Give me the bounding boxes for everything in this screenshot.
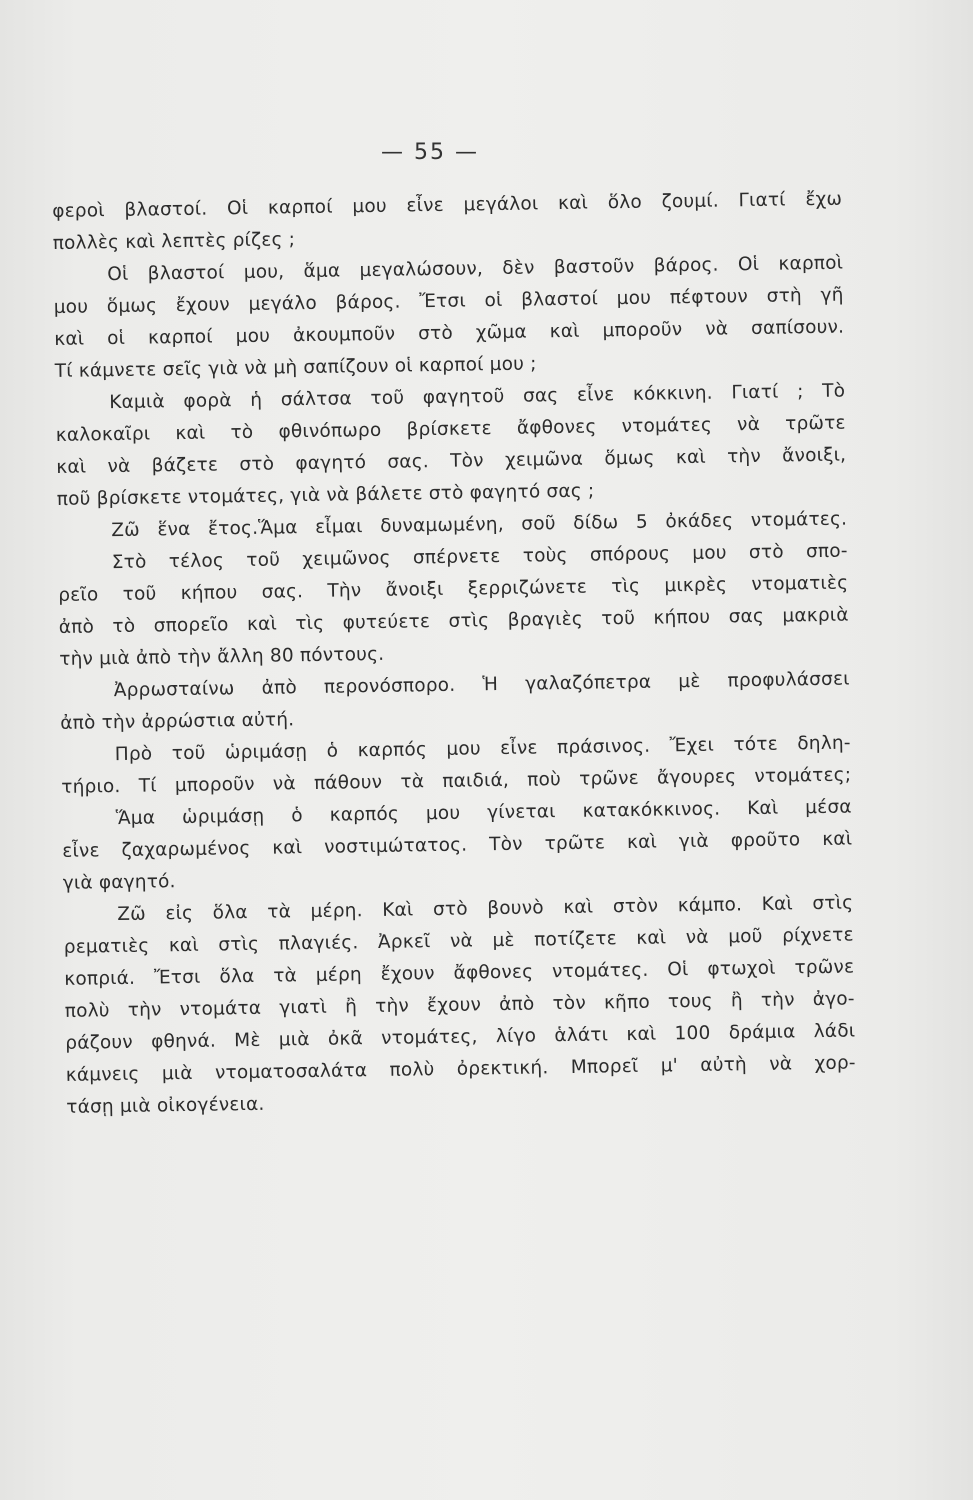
text-line: εἶνε ζαχαρωμένος καὶ νοστιμώτατος. Τὸν τρῶτε καὶ γιὰ φροῦτο καὶ bbox=[62, 828, 853, 862]
text-line: κάμνεις μιὰ ντοματοσαλάτα πολὺ ὀρεκτική. Μπορεῖ μ' αὐτὴ νὰ χορ- bbox=[65, 1052, 856, 1086]
text-line: ἀπὸ τὴν ἀρρώστια αὐτή. bbox=[60, 709, 295, 734]
text-line: τήριο. Τί μποροῦν νὰ πάθουν τὰ παιδιά, ποὺ τρῶνε ἄγουρες ντομάτες; bbox=[61, 764, 852, 798]
text-line: κοπριά. Ἔτσι ὅλα τὰ μέρη ἔχουν ἄφθονες ντομάτες. Οἱ φτωχοὶ τρῶνε bbox=[64, 956, 855, 990]
text-line: τάσῃ μιὰ οἰκογένεια. bbox=[66, 1093, 265, 1118]
page-number: — 55 — bbox=[381, 140, 479, 165]
text-line: Ἅμα ὡριμάσῃ ὁ καρπός μου γίνεται κατακόκκινος. Καὶ μέσα bbox=[115, 796, 852, 830]
text-line: ρεῖο τοῦ κήπου σας. Τὴν ἄνοιξι ξερριζώνετε τὶς μικρὲς ντοματιὲς bbox=[58, 572, 849, 606]
text-body bbox=[52, 184, 856, 1124]
text-line: ράζουν φθηνά. Μὲ μιὰ ὀκᾶ ντομάτες, λίγο ἁλάτι καὶ 100 δράμια λάδι bbox=[65, 1020, 856, 1054]
text-line: γιὰ φαγητό. bbox=[62, 871, 176, 894]
text-line: φεροὶ βλαστοί. Οἱ καρποί μου εἶνε μεγάλοι καὶ ὅλο ζουμί. Γιατί ἔχω bbox=[52, 188, 843, 222]
text-line: ρεματιὲς καὶ στὶς πλαγιές. Ἀρκεῖ νὰ μὲ ποτίζετε καὶ νὰ μοῦ ρίχνετε bbox=[63, 924, 854, 958]
text-line: πολὺ τὴν ντομάτα γιατὶ ἢ τὴν ἔχουν ἀπὸ τὸν κῆπο τους ἢ τὴν ἀγο- bbox=[64, 988, 855, 1022]
text-line: Στὸ τέλος τοῦ χειμῶνος σπέρνετε τοὺς σπόρους μου στὸ σπο- bbox=[111, 540, 848, 574]
text-line: μου ὅμως ἔχουν μεγάλο βάρος. Ἔτσι οἱ βλαστοί μου πέφτουν στὴ γῆ bbox=[53, 284, 844, 318]
text-line: καὶ οἱ καρποί μου ἀκουμποῦν στὸ χῶμα καὶ μποροῦν νὰ σαπίσουν. bbox=[54, 316, 845, 350]
text-line: Πρὸ τοῦ ὡριμάσῃ ὁ καρπός μου εἶνε πράσινος. Ἔχει τότε δηλη- bbox=[114, 732, 851, 766]
text-line: Ζῶ ἕνα ἔτος.Ἅμα εἶμαι δυναμωμένη, σοῦ δίδω 5 ὀκάδες ντομάτες. bbox=[111, 508, 848, 542]
text-line: Καμιὰ φορὰ ἡ σάλτσα τοῦ φαγητοῦ σας εἶνε κόκκινη. Γιατί ; Τὸ bbox=[109, 380, 846, 414]
text-line: Ἀρρωσταίνω ἀπὸ περονόσπορο. Ἡ γαλαζόπετρα μὲ προφυλάσσει bbox=[113, 668, 850, 702]
text-line: Ζῶ εἰς ὅλα τὰ μέρη. Καὶ στὸ βουνὸ καὶ στὸν κάμπο. Καὶ στὶς bbox=[117, 892, 854, 926]
text-line: Τί κάμνετε σεῖς γιὰ νὰ μὴ σαπίζουν οἱ καρποί μου ; bbox=[54, 353, 537, 382]
text-line: πολλὲς καὶ λεπτὲς ρίζες ; bbox=[52, 229, 296, 254]
text-line: ποῦ βρίσκετε ντομάτες, γιὰ νὰ βάλετε στὸ φαγητό σας ; bbox=[56, 480, 595, 510]
text-line: καὶ νὰ βάζετε στὸ φαγητό σας. Τὸν χειμῶνα ὅμως καὶ τὴν ἄνοιξι, bbox=[56, 444, 847, 478]
text-line: ἀπὸ τὸ σπορεῖο καὶ τὶς φυτεύετε στὶς βραγιὲς τοῦ κήπου σας μακριὰ bbox=[58, 604, 849, 638]
text-line: καλοκαῖρι καὶ τὸ φθινόπωρο βρίσκετε ἄφθονες ντομάτες νὰ τρῶτε bbox=[55, 412, 846, 446]
text-line: τὴν μιὰ ἀπὸ τὴν ἄλλη 80 πόντους. bbox=[59, 643, 385, 670]
text-line: Οἱ βλαστοί μου, ἅμα μεγαλώσουν, δὲν βαστοῦν βάρος. Οἱ καρποὶ bbox=[107, 252, 844, 286]
